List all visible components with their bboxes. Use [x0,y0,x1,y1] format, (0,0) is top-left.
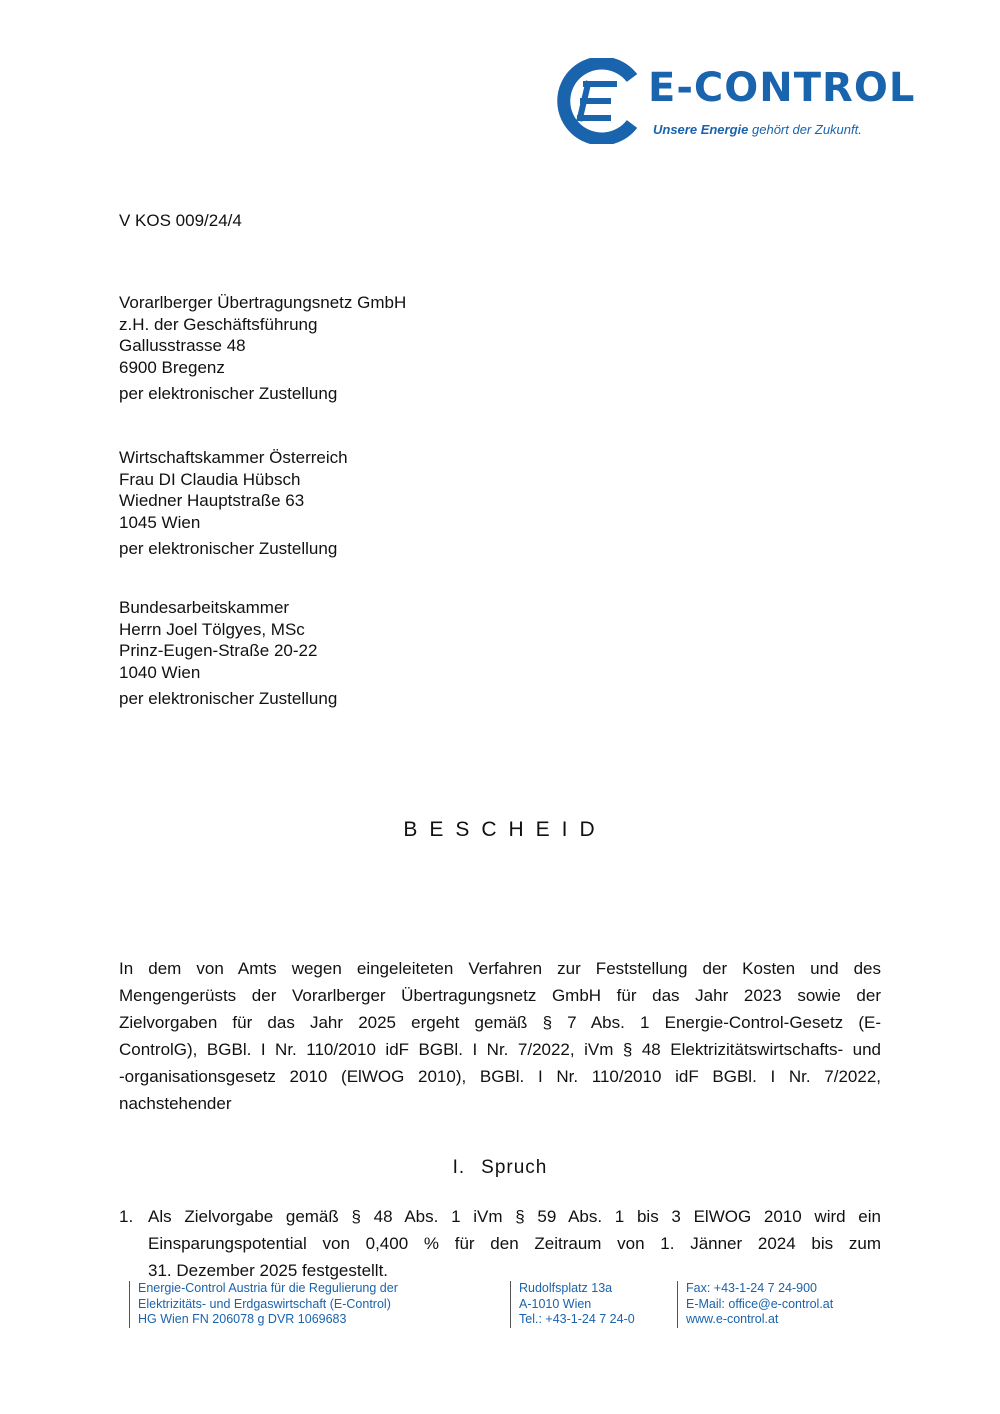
address-line: Gallusstrasse 48 [119,336,246,355]
logo-tagline [653,122,862,137]
address-line: Wiedner Hauptstraße 63 [119,491,305,510]
section-number: I. [452,1157,466,1178]
intro-paragraph [119,955,881,1117]
address-line: Herrn Joel Tölgyes, MSc [119,619,305,639]
address-line: Frau DI Claudia Hübsch [119,469,301,489]
list-item-line: Als Zielvorgabe gemäß § 48 Abs. 1 iVm § 59 Abs. 1 bis 3 ElWOG 2010 wird ein [148,1207,881,1226]
list-item-line: Einsparungspotential von 0,400 % für den Zeitraum von 1. Jänner 2024 bis zum [148,1234,881,1253]
footer-line: A-1010 Wien [519,1296,592,1311]
footer-phone: Tel.: +43-1-24 7 24-0 [519,1312,635,1326]
document-title: BESCHEID [403,818,607,841]
address-line: 6900 Bregenz [119,357,225,377]
reference-number: V KOS 009/24/4 [119,211,242,230]
logo-tagline-bold: Unsere Energie [653,122,749,137]
footer-website: www.e-control.at [686,1312,779,1326]
footer-line: Elektrizitäts- und Erdgaswirtschaft (E-Control) [138,1296,391,1311]
list-item-line: 31. Dezember 2025 festgestellt. [148,1261,389,1280]
address-line: 1040 Wien [119,662,201,682]
address-line: Bundesarbeitskammer [119,598,290,617]
list-item [119,1203,881,1284]
paragraph-line: In dem von Amts wegen eingeleiteten Verfahren zur Feststellung der Kosten und des [119,959,881,978]
paragraph-line: ControlG), BGBl. I Nr. 110/2010 idF BGBl. I Nr. 7/2022, iVm § 48 Elektrizitätswirtschafts- und [119,1040,881,1059]
delivery-method: per elektronischer Zustellung [119,539,338,558]
address-line: Prinz-Eugen-Straße 20-22 [119,641,318,660]
delivery-method: per elektronischer Zustellung [119,384,338,403]
recipient-address [119,447,348,560]
paragraph-line: Mengengerüsts der Vorarlberger Übertragungsnetz GmbH für das Jahr 2023 sowie der [119,986,881,1005]
footer-contact [677,1281,833,1328]
e-control-logo [556,56,916,146]
section-title: Spruch [481,1157,548,1178]
address-line: Vorarlberger Übertragungsnetz GmbH [119,293,407,312]
footer-line: Energie-Control Austria für die Regulierung der [138,1281,398,1295]
footer-email: E-Mail: office@e-control.at [686,1296,834,1311]
address-line: 1045 Wien [119,512,201,532]
logo-tagline-rest: gehört der Zukunft. [752,122,862,137]
footer-address [510,1281,635,1328]
paragraph-line: -organisationsgesetz 2010 (ElWOG 2010), BGBl. I Nr. 110/2010 idF BGBl. I Nr. 7/2022, [119,1067,881,1086]
footer-line: Rudolfsplatz 13a [519,1281,613,1295]
recipient-address [119,292,406,405]
paragraph-line: nachstehender [119,1094,232,1113]
paragraph-line: Zielvorgaben für das Jahr 2025 ergeht gemäß § 7 Abs. 1 Energie-Control-Gesetz (E- [119,1013,881,1032]
recipient-address [119,597,337,710]
footer-fax: Fax: +43-1-24 7 24-900 [686,1281,817,1295]
footer-company-info [129,1281,398,1328]
list-item-text [148,1203,881,1284]
section-heading [0,1157,1000,1179]
address-line: Wirtschaftskammer Österreich [119,448,348,467]
logo-wordmark: E-CONTROL [648,65,916,111]
footer-line: HG Wien FN 206078 g DVR 1069683 [138,1312,347,1326]
list-item-number: 1. [119,1207,134,1226]
delivery-method: per elektronischer Zustellung [119,689,338,708]
address-line: z.H. der Geschäftsführung [119,314,318,334]
e-control-logo-icon [556,58,642,144]
